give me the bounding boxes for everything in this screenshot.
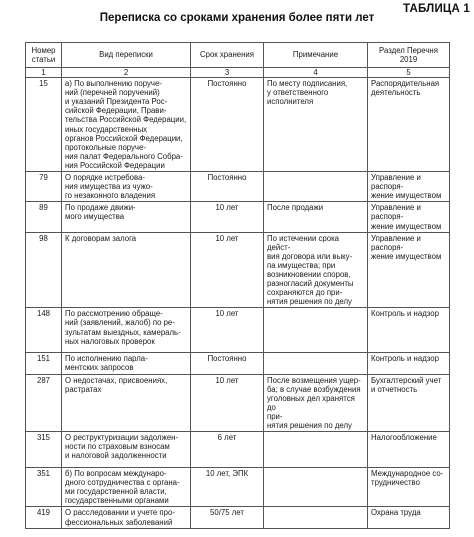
- table-row: [26, 308, 450, 353]
- header-row: [26, 43, 450, 68]
- header-section: Раздел Перечня 2019: [368, 43, 450, 68]
- header-term: Срок хранения: [191, 43, 264, 68]
- header-num: Номер статьи: [26, 43, 62, 68]
- cell-type: а) По выполнению поруче- ний (перечней поручений) и указаний Президента Рос- сийской Федерации, Прави- тельства Российской Федерации, иных государственных органов Российской Федерации, протокольные поруче- ния палат Федерального Собра- ния Российской Федерации: [62, 78, 191, 172]
- cell-section: Налогообложение: [368, 432, 450, 468]
- cell-type: б) По вопросам междунаро- дного сотрудничества с органа- ми государственной власти, государственными органами: [62, 468, 191, 507]
- cell-note: По истечении срока дейст- вия договора или выку- па имущества; при возникновении споров, разногласий документы сохраняются до при- нятия решения по делу: [264, 232, 368, 308]
- cell-section: Контроль и надзор: [368, 353, 450, 374]
- table-row: [26, 507, 450, 528]
- table-row: [26, 468, 450, 507]
- header-note: Примечание: [264, 43, 368, 68]
- cell-type: По исполнению парла- ментских запросов: [62, 353, 191, 374]
- page-title: Переписка со сроками хранения более пяти лет: [99, 12, 375, 24]
- table-row: [26, 374, 450, 432]
- cell-note: [264, 468, 368, 507]
- cell-note: [264, 308, 368, 353]
- cell-note: По месту подписания, у ответственного исполнителя: [264, 78, 368, 172]
- table-row: [26, 172, 450, 202]
- cell-num: 315: [26, 432, 62, 468]
- table-row: [26, 202, 450, 232]
- cell-type: О недостачах, присвоениях, растратах: [62, 374, 191, 432]
- col-number: 2: [62, 68, 191, 78]
- cell-num: 89: [26, 202, 62, 232]
- retention-table: [25, 42, 450, 529]
- cell-type: О порядке истребова- ния имущества из чужо- го незаконного владения: [62, 172, 191, 202]
- column-number-row: [26, 68, 450, 78]
- cell-type: О расследовании и учете про- фессиональных заболеваний: [62, 507, 191, 528]
- cell-note: После возмещения ущер- ба; в случае возбуждения уголовных дел хранятся до при- нятия решения по делу: [264, 374, 368, 432]
- cell-section: Управление и распоря- жение имуществом: [368, 202, 450, 232]
- cell-num: 351: [26, 468, 62, 507]
- table-row: [26, 78, 450, 172]
- table-row: [26, 232, 450, 308]
- cell-num: 79: [26, 172, 62, 202]
- cell-term: Постоянно: [191, 172, 264, 202]
- cell-note: [264, 353, 368, 374]
- cell-note: [264, 432, 368, 468]
- cell-num: 15: [26, 78, 62, 172]
- table-label: ТАБЛИЦА 1: [402, 3, 470, 15]
- table-row: [26, 432, 450, 468]
- cell-section: Управление и распоря- жение имуществом: [368, 172, 450, 202]
- col-number: 4: [264, 68, 368, 78]
- cell-term: 10 лет: [191, 232, 264, 308]
- col-number: 3: [191, 68, 264, 78]
- cell-type: О реструктуризации задолжен- ности по страховым взносам и налоговой задолженности: [62, 432, 191, 468]
- cell-section: Управление и распоря- жение имуществом: [368, 232, 450, 308]
- cell-note: [264, 507, 368, 528]
- cell-num: 419: [26, 507, 62, 528]
- header-type: Вид переписки: [62, 43, 191, 68]
- cell-section: Охрана труда: [368, 507, 450, 528]
- cell-num: 98: [26, 232, 62, 308]
- cell-num: 148: [26, 308, 62, 353]
- cell-num: 287: [26, 374, 62, 432]
- cell-section: Бухгалтерский учет и отчетность: [368, 374, 450, 432]
- cell-type: По рассмотрению обраще- ний (заявлений, жалоб) по ре- зультатам выездных, камераль- ных налоговых проверок: [62, 308, 191, 353]
- cell-term: 50/75 лет: [191, 507, 264, 528]
- cell-note: [264, 172, 368, 202]
- cell-section: Распорядительная деятельность: [368, 78, 450, 172]
- cell-term: Постоянно: [191, 353, 264, 374]
- cell-note: После продажи: [264, 202, 368, 232]
- cell-term: 6 лет: [191, 432, 264, 468]
- col-number: 5: [368, 68, 450, 78]
- cell-section: Международное со- трудничество: [368, 468, 450, 507]
- cell-term: 10 лет: [191, 308, 264, 353]
- cell-term: Постоянно: [191, 78, 264, 172]
- cell-num: 151: [26, 353, 62, 374]
- cell-term: 10 лет: [191, 202, 264, 232]
- cell-term: 10 лет: [191, 374, 264, 432]
- col-number: 1: [26, 68, 62, 78]
- cell-term: 10 лет, ЭПК: [191, 468, 264, 507]
- table-row: [26, 353, 450, 374]
- cell-type: К договорам залога: [62, 232, 191, 308]
- cell-type: По продаже движи- мого имущества: [62, 202, 191, 232]
- cell-section: Контроль и надзор: [368, 308, 450, 353]
